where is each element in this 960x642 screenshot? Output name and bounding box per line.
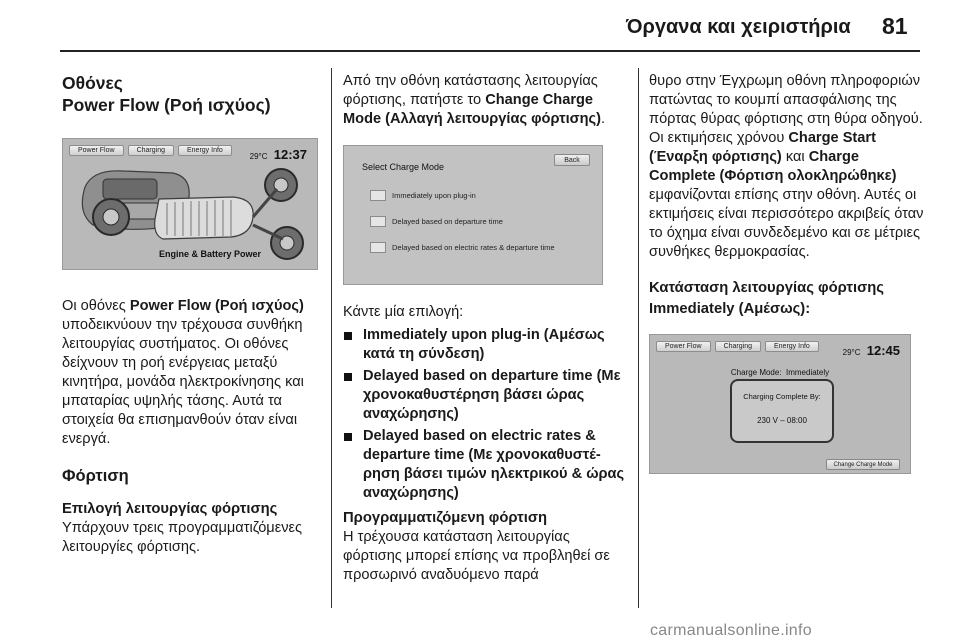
bullet-marker <box>344 373 352 381</box>
back-button: Back <box>554 154 590 166</box>
tab-power-flow: Power Flow <box>69 145 124 156</box>
option-checkbox <box>370 242 386 253</box>
screen-temperature: 29°C <box>249 152 268 161</box>
option-label: Immediately upon plug-in <box>392 191 476 200</box>
screen-time: 12:45 <box>866 343 900 358</box>
text-run: Οι οθόνες <box>62 298 130 314</box>
list-item-text: Delayed based on electric rates & departure time (Με χρονοκαθυστέρηση βάσει τιμών ηλεκτρικού & ώρας αναχώρησης) <box>363 428 625 501</box>
programmable-charging-text: Η τρέχουσα κατάσταση λειτουργίας φόρτισης μπορεί επίσης να προβληθεί σε προσωρινό αναδυόμενο παρά <box>343 529 610 583</box>
select-charge-mode-title: Select Charge Mode <box>362 162 445 172</box>
power-flow-screen <box>62 138 318 270</box>
text-run-bold: Power Flow (Ροή ισχύος) <box>129 298 304 314</box>
column-divider-2 <box>638 68 639 608</box>
option-row <box>370 238 555 257</box>
select-charge-mode-screen <box>343 145 603 285</box>
mode-options-list <box>343 326 628 503</box>
screen-temperature: 29°C <box>842 348 861 357</box>
column-2 <box>343 72 628 585</box>
tab-charging: Charging <box>128 145 174 156</box>
text-run-bold: Charge Start (Έναρξη φόρτισης) <box>649 130 876 165</box>
charging-heading: Φόρτιση <box>62 467 129 485</box>
choose-option-text: Κάντε μία επιλογή: <box>343 304 464 320</box>
change-charge-mode-button: Change Charge Mode <box>826 459 900 470</box>
option-row <box>370 186 476 205</box>
charging-complete-label: Charging Complete By: <box>743 392 821 401</box>
power-flow-caption: Engine & Battery Power <box>159 249 262 259</box>
list-item <box>343 367 628 424</box>
tab-charging: Charging <box>715 341 761 352</box>
watermark: carmanualsonline.info <box>650 622 812 639</box>
text-run: . <box>600 111 606 127</box>
text-run: και <box>781 149 809 165</box>
option-checkbox <box>370 216 386 227</box>
tab-power-flow: Power Flow <box>656 341 711 352</box>
list-item-text: Delayed based on departure time (Με χρονοκαθυστέρηση βάσει ώρας αναχώρησης) <box>363 368 621 422</box>
list-item-text: Immediately upon plug-in (Αμέσως κατά τη σύνδεση) <box>363 327 605 362</box>
bullet-marker <box>344 332 352 340</box>
column-3 <box>649 72 927 474</box>
bullet-marker <box>344 433 352 441</box>
charge-estimates-text <box>649 72 927 262</box>
charging-complete-value: 230 V – 08:00 <box>757 416 807 425</box>
section-subtitle: Power Flow (Ροή ισχύος) <box>62 95 271 115</box>
running-header-title: Όργανα και χειριστήρια <box>626 16 851 38</box>
charging-status-screen <box>649 334 911 474</box>
text-run: θυρο στην Έγχρωμη οθόνη πληροφοριών πατώντας το κουμπί απασφάλισης της πόρτας θύρας φόρτισης στη θύρα οδηγού. Οι εκτιμήσεις χρόνου <box>649 73 923 146</box>
charging-complete-box <box>730 379 834 443</box>
charge-mode-status: Charge Mode: Immediately <box>730 368 830 377</box>
change-mode-instructions <box>343 72 628 129</box>
immediately-mode-heading: Κατάσταση λειτουργίας φόρτισης Immediately (Αμέσως): <box>649 280 884 317</box>
option-row <box>370 212 503 231</box>
column-1 <box>62 72 327 557</box>
tab-energy-info: Energy Info <box>765 341 819 352</box>
list-item <box>343 427 628 503</box>
charge-mode-selection-heading: Επιλογή λειτουργίας φόρτισης <box>62 501 278 517</box>
text-run: εμφανίζονται επίσης στην οθόνη. Αυτές οι εκτιμήσεις είναι περισσότερο ακριβείς όταν το όχημα είναι συνδεδεμένο και σε μέτριες συνθήκες θερμοκρασίας. <box>649 187 924 260</box>
option-label: Delayed based on electric rates & departure time <box>392 243 555 252</box>
header-rule <box>60 50 920 52</box>
text-run: Από την οθόνη κατάστασης λειτουργίας φόρτισης, πατήστε το <box>343 73 598 108</box>
tab-energy-info: Energy Info <box>178 145 232 156</box>
section-title: Οθόνες <box>62 73 123 93</box>
screen-time: 12:37 <box>273 147 307 162</box>
column-divider-1 <box>331 68 332 608</box>
option-checkbox <box>370 190 386 201</box>
screen-clock <box>843 341 900 362</box>
text-run: υποδεικνύουν την τρέχουσα συνθήκη λειτουργίας συστήματος. Οι οθόνες δείχνουν τη ροή ενέργειας μεταξύ κινητήρα, μονάδα ηλεκτροκίνησης και μπαταρίας υψηλής τάσης. Αυτά τα στοιχεία θα επισημανθούν όταν είναι ενεργά. <box>62 317 304 447</box>
list-item <box>343 326 628 364</box>
text-run-bold: Charge Complete (Φόρτιση ολοκληρώθηκε) <box>649 149 897 184</box>
option-label: Delayed based on departure time <box>392 217 503 226</box>
programmable-charging-heading: Προγραμματιζόμενη φόρτιση <box>343 510 547 526</box>
text-run-bold: Change Charge Mode (Αλλαγή λειτουργίας φόρτισης) <box>343 92 601 127</box>
power-flow-description <box>62 297 327 449</box>
charge-modes-text: Υπάρχουν τρεις προγραμματιζόμενες λειτουργίες φόρτισης. <box>62 520 303 555</box>
page-number: 81 <box>882 13 908 39</box>
